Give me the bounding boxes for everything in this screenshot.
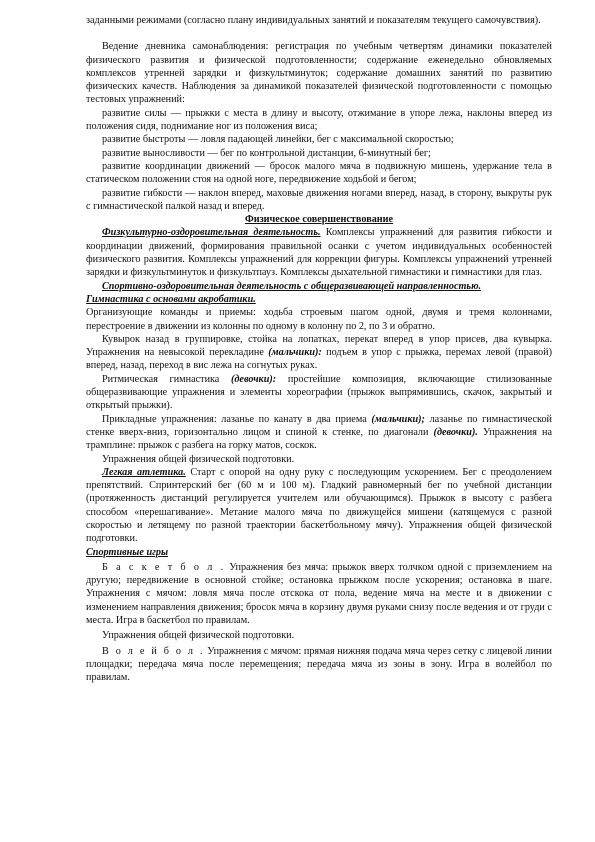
applied-text: Прикладные упражнения: лазанье по канату в два приема (102, 413, 372, 425)
fitness-text: Комплексы упражнений для развития гибкости и координации движений, формирования правильной осанки с учетом индивидуальных особенностей физического развития. Комплексы упражнений для коррекции фигуры. Комплексы упражнений утренней зарядки и физкультминуток и физкультпауз. Комплексы дыхательной гимнастики и гимнастики для глаз. (86, 227, 553, 279)
boys-label: (мальчики); (371, 413, 425, 425)
girls-label: (девочки): (230, 373, 277, 385)
rhythmic-text: Ритмическая гимнастика (102, 373, 231, 385)
paragraph-athletics (86, 466, 552, 546)
paragraph-flexibility: развитие гибкости — наклон вперед, маховые движения ногами вперед, назад, в сторону, выкруты рук с гимнастической палкой назад и вперед. (86, 187, 552, 212)
rhythmic-text-rest: простейшие композиция, включающие стилизованные общеразвивающие упражнения и элементы хореографии (прыжок выпрямившись, скачок, закрытый и открытый прыжки). (86, 373, 552, 412)
basketball-text: Упражнения без мяча: прыжок вверх толчком одной с приземлением на другую; передвижение в основной стойке; остановка прыжком после ускорения; остановка в шаге. Упражнения с мячом: ловля мяча после отскока от пола, ведение мяча на месте и в движении с изменением направления движения; бросок мяча в корзину двумя руками снизу после ведения и от груди с места. Игра в баскетбол по правилам. (86, 561, 552, 627)
applied-text-mid: лазанье по гимнастической стенке вверх-вниз, горизонтально лицом и спиной к стенке, по диагонали (86, 413, 552, 438)
girls-label: (девочки). (433, 426, 478, 438)
paragraph-diary: Ведение дневника самонаблюдения: регистрация по учебным четвертям динамики показателей физического развития и физической подготовленности; содержание еженедельно обновляемых комплексов утренней зарядки и физкультминуток; содержание домашних занятий по развитию физических качеств. Наблюдения за динамикой показателей физической подготовленности с помощью тестовых упражнений: (86, 41, 552, 106)
paragraph-general-fitness-2: Упражнения общей физической подготовки. (102, 630, 295, 642)
paragraph-somersault (86, 333, 552, 373)
paragraph-fitness (86, 226, 552, 279)
volleyball-lead: В о л е й б о л . (102, 645, 205, 657)
paragraph-volleyball (86, 645, 552, 685)
section-heading-physical: Физическое совершенствование (244, 214, 394, 226)
section-heading-games: Спортивные игры (86, 546, 169, 558)
paragraph-general-fitness: Упражнения общей физической подготовки. (102, 453, 295, 465)
athletics-lead: Легкая атлетика. (102, 466, 186, 478)
document-page (86, 14, 552, 685)
basketball-lead: Б а с к е т б о л . (102, 561, 226, 573)
paragraph-basketball (86, 561, 552, 627)
athletics-text: Старт с опорой на одну руку с последующим ускорением. Бег с преодолением препятствий. Спринтерский бег (60 м и 100 м). Гладкий равномерный бег по учебной дистанции (протяженность дистанций регулируется учителем или обучающимся). Прыжок в высоту с разбега способом «перешагивание». Метание малого мяча по движущейся мишени (катящемуся с разной скоростью и летящему по разной траектории баскетбольному мячу). Упражнения общей физической подготовки. (86, 466, 553, 545)
paragraph-coordination: развитие координации движений — бросок малого мяча в подвижную мишень, удержание тела в статическом положении стоя на одной ноге, передвижение ходьбой и бегом; (86, 160, 552, 186)
fitness-lead: Физкультурно-оздоровительная деятельность. (102, 227, 321, 239)
somersault-text-rest: подъем в упор с прыжка, перемах левой (правой) вперед, назад, переход в вис лежа на согнутых руках. (86, 347, 552, 372)
paragraph-applied (86, 413, 552, 453)
spacer (86, 27, 552, 40)
paragraph-rhythmic (86, 373, 552, 413)
paragraph-endurance: развитие выносливости — бег по контрольной дистанции, 6-минутный бег; (102, 147, 431, 159)
section-heading-sport: Спортивно-оздоровительная деятельность с общеразвивающей направленностью. (102, 280, 482, 292)
paragraph-strength: развитие силы — прыжки с места в длину и высоту, отжимание в упоре лежа, наклоны вперед из положения сидя, поднимание ног из положения виса; (86, 107, 552, 133)
applied-text-rest: Упражнения на трамплине: прыжок с разбега на горку матов, соскок. (86, 426, 552, 452)
volleyball-text: Упражнения с мячом: прямая нижняя подача мяча через сетку с лицевой линии площадки; передача мяча после перемещения; передача мяча из зоны в зону. Игра в волейбол по правилам. (86, 645, 552, 684)
boys-label: (мальчики): (268, 347, 322, 359)
paragraph-regimes: заданными режимами (согласно плану индивидуальных занятий и показателям текущего самочувствия). (86, 15, 541, 26)
paragraph-speed: развитие быстроты — ловля падающей линейки, бег с максимальной скоростью; (102, 134, 454, 146)
paragraph-commands: Организующие команды и приемы: ходьба строевым шагом одной, двумя и тремя колоннами, перестроение в движении из колонны по одному в колонну по 2, по 3 и обратно. (86, 307, 552, 332)
section-heading-gymnastics: Гимнастика с основами акробатики. (86, 293, 256, 305)
somersault-text: Кувырок назад в группировке, стойка на лопатках, перекат вперед в упор присев, два кувырка. Упражнения на невысокой перекладине (86, 333, 552, 359)
